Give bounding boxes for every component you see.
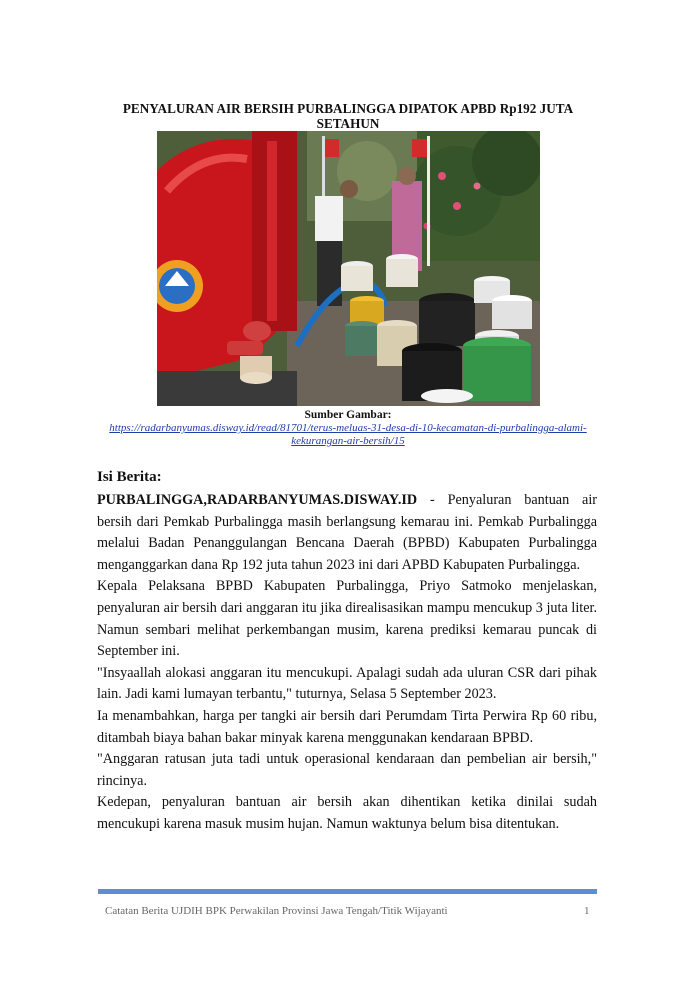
article-paragraph: Kepala Pelaksana BPBD Kabupaten Purbalingga, Priyo Satmoko menjelaskan, penyaluran air bersih dari anggaran itu jika direalisasikan mampu mencukup 3 juta liter. Namun sembari melihat perkembangan musim, karena prediksi kemarau puncak di September ini. <box>97 578 597 660</box>
lead-paragraph-text: - Penyaluran bantuan air bersih dari Pemkab Purbalingga masih berlangsung kemarau ini. Pemkab Purbalingga melalui Badan Penanggulangan Bencana Daerah (BPBD) Kabupaten Purbalingga menganggarkan dana Rp 192 juta tahun 2023 ini dari APBD Kabupaten Purbalingga. <box>97 492 597 573</box>
dateline: PURBALINGGA,RADARBANYUMAS.DISWAY.ID <box>97 492 418 508</box>
article-body <box>97 490 597 836</box>
article-title: PENYALURAN AIR BERSIH PURBALINGGA DIPATOK APBD Rp192 JUTA SETAHUN <box>122 101 574 131</box>
footer-text: Catatan Berita UJDIH BPK Perwakilan Provinsi Jawa Tengah/Titik Wijayanti <box>105 905 448 917</box>
page-number: 1 <box>584 905 590 917</box>
article-paragraph-lead <box>97 490 597 576</box>
section-heading: Isi Berita: <box>97 469 162 485</box>
article-paragraph: Kedepan, penyaluran bantuan air bersih akan dihentikan ketika dinilai sudah mencukupi karena masuk musim hujan. Namun waktunya belum bisa ditentukan. <box>97 794 597 832</box>
water-distribution-photo <box>157 131 540 406</box>
image-source-label: Sumber Gambar: <box>304 409 392 421</box>
article-paragraph: Ia menambahkan, harga per tangki air bersih dari Perumdam Tirta Perwira Rp 60 ribu, ditambah biaya bahan bakar minyak karena menggunakan kendaraan BPBD. <box>97 707 597 746</box>
article-paragraph: "Anggaran ratusan juta tadi untuk operasional kendaraan dan pembelian air bersih," rincinya. <box>97 751 597 789</box>
image-source-link[interactable]: https://radarbanyumas.disway.id/read/81701/terus-meluas-31-desa-di-10-kecamatan-di-purbalingga-alami-kekurangan-air-bersih/15 <box>109 422 587 447</box>
article-paragraph: "Insyaallah alokasi anggaran itu mencukupi. Apalagi sudah ada uluran CSR dari pihak lain. Jadi kami lumayan terbantu," tuturnya, Selasa 5 September 2023. <box>97 664 597 703</box>
footer-rule <box>98 889 597 894</box>
news-photo <box>157 131 540 406</box>
